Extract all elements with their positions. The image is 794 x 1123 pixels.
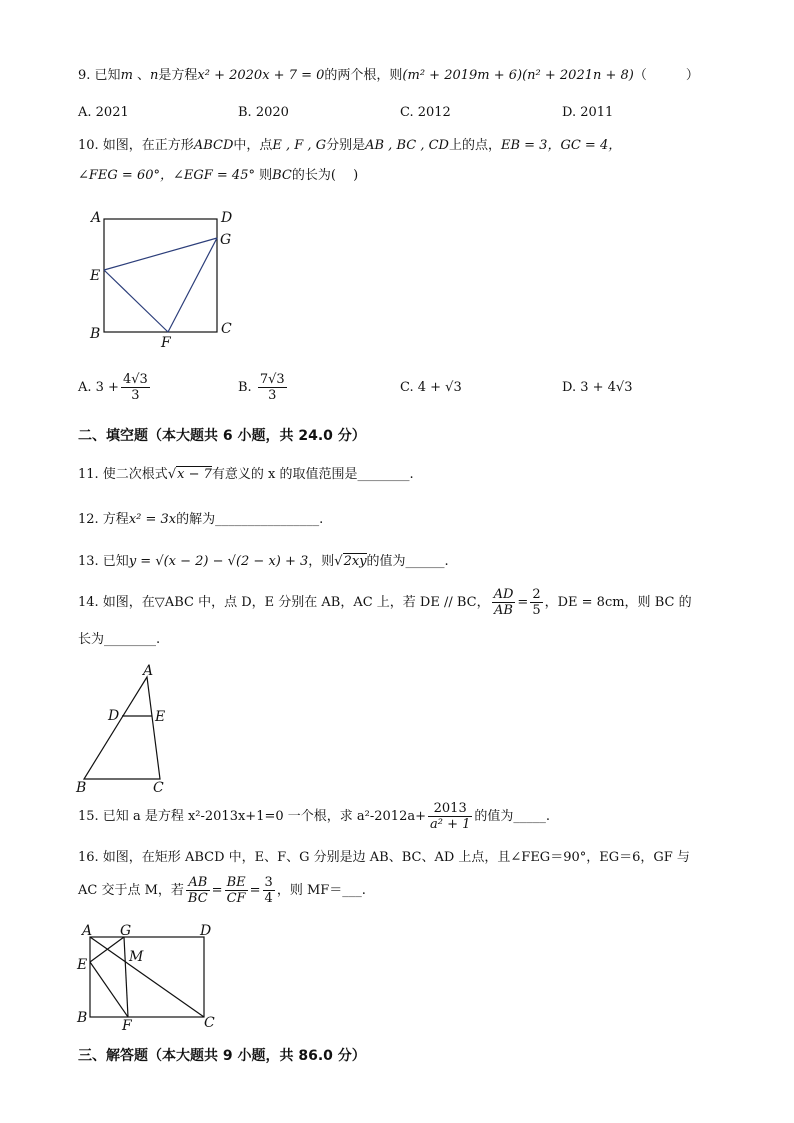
q16-stem-line1: 16. 如图，在矩形 ABCD 中，E、F、G 分别是边 AB、BC、AD 上点，且∠FEG＝90°，EG＝6，GF 与 [78, 850, 690, 865]
q11-text-2: 有意义的 x 的取值范围是________. [211, 467, 414, 482]
q10-text-6: 的长为( ) [291, 168, 359, 183]
q10-option-a-den: 3 [131, 388, 140, 403]
q14-fraction-1-den: AB [494, 603, 513, 618]
q10-bc: BC [272, 168, 292, 183]
q10-text-3: 分别是 [326, 138, 366, 153]
q16-label-d: D [200, 923, 212, 939]
q10-option-a-num: 4√3 [122, 372, 148, 387]
q9-answer-blank: （ ） [633, 68, 699, 83]
q14-label-b: B [76, 780, 87, 796]
q14-label-d: D [108, 708, 120, 724]
q15-text-2: 的值为_____. [474, 809, 551, 824]
q10-points: E , F , G [272, 138, 327, 153]
q11-text-1: 11. 使二次根式 [78, 467, 168, 482]
q9-option-c[interactable]: C. 2012 [400, 105, 451, 120]
q10-label-d: D [221, 210, 233, 226]
q10-label-b: B [90, 326, 101, 342]
q16-equals-1: = [211, 883, 223, 898]
q13-radical: √2xy [334, 554, 367, 569]
q16-text-2: ，则 MF＝___. [276, 883, 366, 898]
q16-label-c: C [204, 1015, 215, 1031]
q14-fraction-2-num: 2 [532, 587, 541, 602]
q15-fraction-num: 2013 [428, 801, 472, 817]
q16-fraction-1-num: AB [186, 875, 210, 891]
q9-text-2: 是方程 [158, 68, 198, 83]
q16-fraction-3-num: 3 [264, 875, 273, 890]
q10-label-g: G [220, 232, 232, 248]
q10-option-a-label: A. 3 + [78, 380, 119, 395]
q16-segment-gf [124, 937, 128, 1017]
q10-lengths: EB = 3，GC = 4， [500, 138, 622, 153]
q13-text-3: 的值为______. [366, 554, 449, 569]
q9-option-a[interactable]: A. 2021 [78, 105, 129, 120]
q9-option-b[interactable]: B. 2020 [238, 105, 289, 120]
q10-text-5: 则 [254, 168, 273, 183]
q9-number: 9. [78, 68, 95, 83]
q10-square-name: ABCD [193, 138, 234, 153]
q16-label-e: E [77, 957, 88, 973]
q16-fraction-1-den: BC [187, 891, 208, 906]
q10-text-4: 上的点， [448, 138, 501, 153]
q10-option-b-label: B. [238, 380, 252, 395]
q14-fraction-2-den: 5 [532, 603, 541, 618]
q14-text-1: 14. 如图，在▽ABC 中，点 D，E 分别在 AB，AC 上，若 DE // BC， [78, 595, 490, 610]
section-3-heading: 三、解答题（本大题共 9 小题，共 86.0 分） [78, 1048, 366, 1064]
q10-label-e: E [90, 268, 101, 284]
q9-sep: 、 [132, 68, 151, 83]
q9-var-n: n [150, 68, 159, 83]
q10-sides: AB , BC , CD [365, 138, 449, 153]
q14-stem-line2: 长为________. [78, 632, 161, 647]
q16-fraction-2-den: CF [226, 891, 246, 906]
q16-label-a: A [82, 923, 93, 939]
q10-text-1: 10. 如图，在正方形 [78, 138, 194, 153]
q9-text-1: 已知 [94, 68, 121, 83]
q14-label-a: A [143, 663, 154, 679]
q16-label-g: G [120, 923, 132, 939]
q16-label-f: F [122, 1018, 132, 1034]
q11-radical: √x − 7 [167, 467, 212, 482]
q16-equals-2: = [249, 883, 261, 898]
q15-text-1: 15. 已知 a 是方程 x²-2013x+1=0 一个根，求 a²-2012a+ [78, 809, 426, 824]
q14-text-2: ，DE = 8cm，则 BC 的 [544, 595, 692, 610]
q10-label-f: F [161, 335, 171, 351]
q10-option-d[interactable]: D. 3 + 4√3 [562, 380, 633, 395]
q10-angles: ∠FEG = 60°，∠EGF = 45° [78, 168, 255, 183]
q14-equals: = [517, 595, 529, 610]
q16-text-1: AC 交于点 M，若 [78, 883, 184, 898]
q9-equation: x² + 2020x + 7 = 0 [197, 68, 325, 83]
q16-label-m: M [129, 949, 144, 965]
q9-text-3: 的两个根，则 [324, 68, 403, 83]
q14-label-e: E [155, 709, 166, 725]
q12-text-2: 的解为________________. [176, 512, 324, 527]
q14-label-c: C [153, 780, 164, 796]
q10-label-c: C [221, 321, 232, 337]
q16-fraction-2-num: BE [226, 875, 246, 890]
q13-text-1: 13. 已知 [78, 554, 129, 569]
q13-text-2: ，则 [308, 554, 335, 569]
q14-fraction-1-num: AD [493, 587, 514, 602]
section-2-heading: 二、填空题（本大题共 6 小题，共 24.0 分） [78, 428, 366, 444]
q10-option-b-den: 3 [268, 388, 277, 403]
q12-text-1: 12. 方程 [78, 512, 129, 527]
q16-segment-ef [90, 962, 128, 1017]
q13-equation: y = √(x − 2) − √(2 − x) + 3 [128, 554, 309, 569]
q12-equation: x² = 3x [128, 512, 177, 527]
q16-fraction-3-den: 4 [264, 891, 273, 906]
q11-radicand: x − 7 [177, 467, 212, 482]
q10-option-c[interactable]: C. 4 + √3 [400, 380, 462, 395]
q13-radicand: 2xy [343, 554, 367, 569]
q15-fraction-den: a² + 1 [429, 817, 471, 832]
q10-option-b-num: 7√3 [259, 372, 285, 387]
q10-label-a: A [91, 210, 102, 226]
q16-label-b: B [77, 1010, 88, 1026]
q9-var-m: m [120, 68, 133, 83]
q10-text-2: 中，点 [233, 138, 273, 153]
q9-expression: (m² + 2019m + 6)(n² + 2021n + 8) [402, 68, 634, 83]
q9-option-d[interactable]: D. 2011 [562, 105, 614, 120]
